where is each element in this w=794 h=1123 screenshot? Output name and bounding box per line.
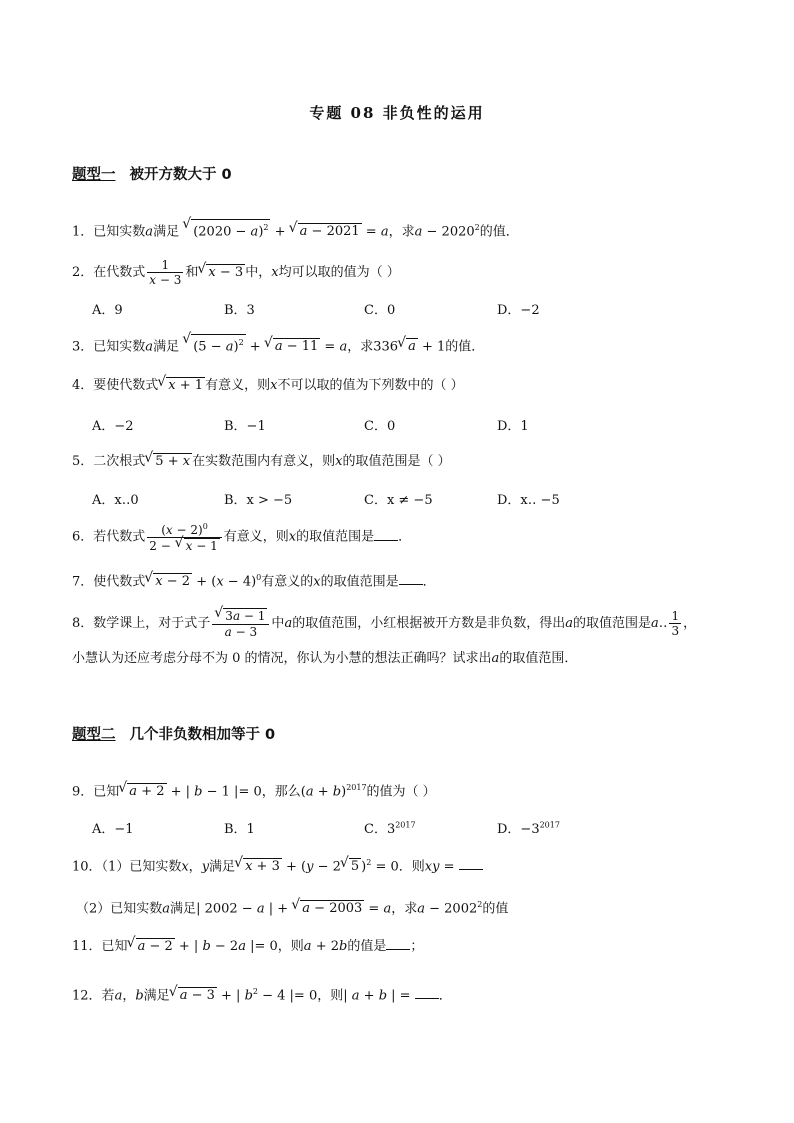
q4-option-a: A．−2 [92,419,134,434]
q9-option-a: A．−1 [92,822,134,837]
question-2: 2．在代数式 $\frac{1}{x - 3}$ 和√ x − 3 中，x均可以取的值为（ ） [72,258,400,287]
question-10-part-1: 10．（1）已知实数x，y满足√ x + 3 + (y − 2√ 5 )$^2$ = 0．则xy = [72,853,483,877]
answer-blank[interactable] [386,937,410,950]
question-12: 12．若a，b满足√ a − 3 + | $b^2 - 4$ |= 0，则| a + b | = ． [72,982,452,1006]
answer-blank[interactable] [415,986,439,999]
question-10-part-2: （2）已知实数a满足| 2002 − a | + √ a − 2003 = a，求$a - 2002^2$的值 [76,895,508,919]
q2-option-a: A．9 [92,303,123,318]
section-label: 被开方数大于 0 [129,167,232,183]
answer-blank[interactable] [399,572,423,585]
question-8-line-2: 小慧认为还应考虑分母不为 0 的情况，你认为小慧的想法正确吗？试求出a的取值范围． [72,651,578,666]
question-1: 1．已知实数a满足 √ $(2020 - a)^2$ + √ a − 2021 = a，求$a - 2020^2$的值． [72,218,519,242]
q5-option-a: A．x‥0 [92,493,139,508]
q2-option-d: D．−2 [497,303,540,318]
q9-option-c: C．$3^{2017}$ [364,820,416,837]
q4-option-b: B．−1 [224,419,266,434]
section-tag: 题型二 [72,727,116,743]
question-4: 4．要使代数式√ x + 1 有意义，则x不可以取的值为下列数中的（ ） [72,376,464,396]
q9-option-d: D．$-3^{2017}$ [497,820,560,837]
q4-option-d: D．1 [497,419,529,434]
q9-option-b: B．1 [224,822,255,837]
page-title: 专题 08 非负性的运用 [309,104,485,122]
q2-option-b: B．3 [224,303,255,318]
section-heading-1 [72,163,232,184]
q5-option-d: D．x‥ −5 [497,493,560,508]
q5-option-b: B．x > −5 [224,493,293,508]
question-8: 8．数学课上，对于式子 √ $\frac{3a - 1}{a - 3}$ 中a的取值范围，小红根据被开方数是非负数，得出a的取值范围是a‥ $\frac{1}{3}$ ， [72,608,696,639]
answer-blank[interactable] [459,857,483,870]
question-7: 7．使代数式√ $x - 2 + (x - 4)^0$有意义的x的取值范围是 ． [72,568,436,592]
section-tag: 题型一 [72,167,116,183]
q2-option-c: C．0 [364,303,396,318]
question-6: 6．若代数式 $\frac{(x - 2)^0}{2 - √ x - 1}$ 有意义，则x的取值范围是 ． [72,520,411,554]
q4-option-c: C．0 [364,419,396,434]
question-5: 5．二次根式√ 5 + x 在实数范围内有意义，则x的取值范围是（ ） [72,452,451,472]
answer-blank[interactable] [374,528,398,541]
question-11: 11．已知√ a − 2 + | b − 2a |= 0，则a + 2b的值是 ； [72,937,423,957]
section-heading-2 [72,723,275,744]
section-label: 几个非负数相加等于 0 [129,727,276,743]
question-9: 9．已知√ a + 2 + | b − 1 |= 0，那么$(a + b)^{2017}$的值为（ ） [72,778,436,802]
q5-option-c: C．x ≠ −5 [364,493,433,508]
question-3: 3．已知实数a满足 √ $(5 - a)^2$ + √ a − 11 = a，求336√ a + 1的值． [72,334,484,357]
